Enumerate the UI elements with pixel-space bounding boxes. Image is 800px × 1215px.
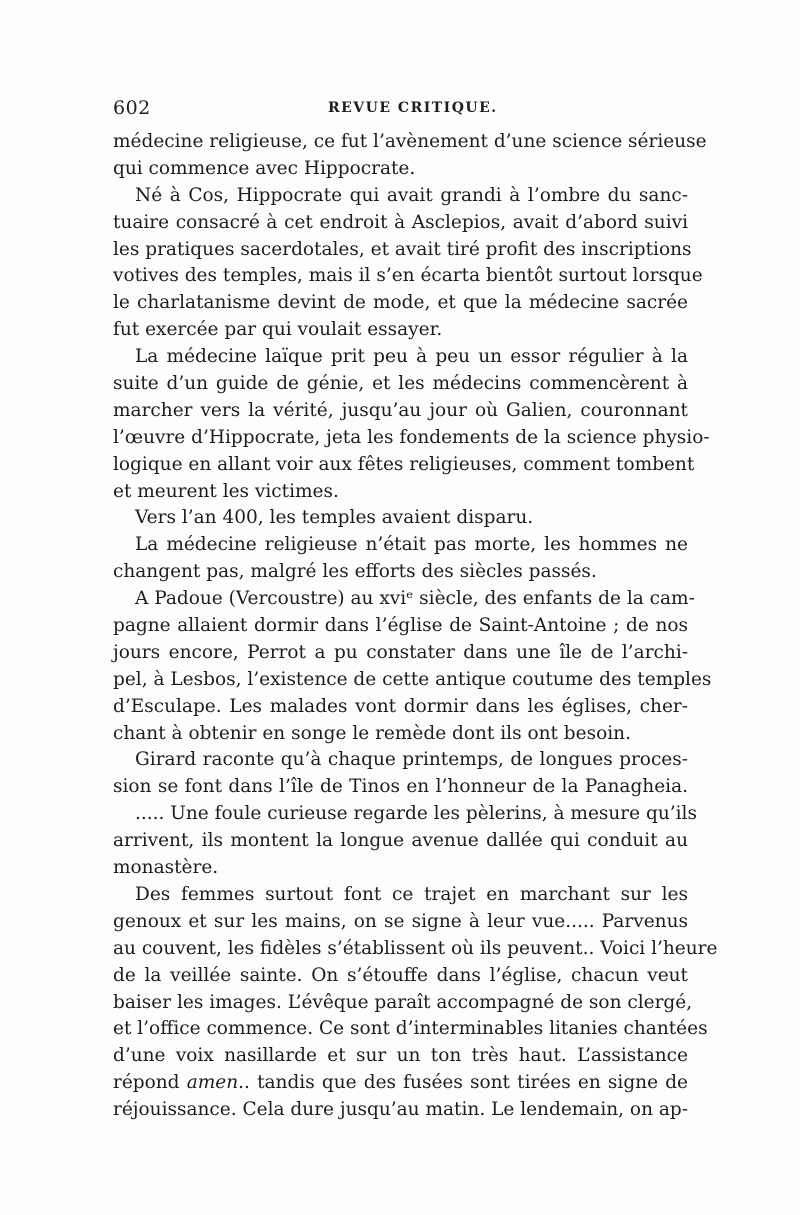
text-line: pel, à Lesbos, l’existence de cette antique coutume des temples [113,668,712,690]
running-title: REVUE CRITIQUE. [328,100,498,116]
page-header [113,97,688,123]
text-line: d’Esculape. Les malades vont dormir dans les églises, cher- [113,695,688,717]
text-line: Né à Cos, Hippocrate qui avait grandi à l’ombre du sanc- [135,184,688,206]
text-line: au couvent, les fidèles s’établissent où ils peuvent.. Voici l’heure [113,937,718,959]
text-line: A Padoue (Vercoustre) au xviᵉ siècle, des enfants de la cam- [135,588,695,610]
italic-word: amen [186,1072,239,1094]
text-line: et l’office commence. Ce sont d’interminables litanies chantées [113,1018,708,1040]
text-line: fut exercée par qui voulait essayer. [113,319,443,341]
text-line: qui commence avec Hippocrate. [113,157,416,179]
text-line: La médecine laïque prit peu à peu un essor régulier à la [135,346,688,368]
text-line: l’œuvre d’Hippocrate, jeta les fondements de la science physio- [113,426,710,448]
text-line: et meurent les victimes. [113,480,339,502]
text-line: logique en allant voir aux fêtes religieuses, comment tombent [113,453,695,475]
text-line: changent pas, malgré les efforts des siècles passés. [113,561,597,583]
body-text [113,129,718,1124]
text-line: Girard raconte qu’à chaque printemps, de longues proces- [135,749,688,771]
text-line: votives des temples, mais il s’en écarta bientôt surtout lorsque [113,265,703,287]
text-line: jours encore, Perrot a pu constater dans une île de l’archi- [113,641,688,663]
text-line: Des femmes surtout font ce trajet en marchant sur les [135,883,688,905]
text-line: tuaire consacré à cet endroit à Asclepios, avait d’abord suivi [113,211,688,233]
text-line: ..... Une foule curieuse regarde les pèlerins, à mesure qu’ils [135,803,697,825]
page-number: 602 [113,97,151,119]
text-line: médecine religieuse, ce fut l’avènement d’une science sérieuse [113,131,707,152]
text-line: genoux et sur les mains, on se signe à leur vue..... Parvenus [113,910,688,932]
text-line: marcher vers la vérité, jusqu’au jour où Galien, couronnant [113,399,688,421]
text-line: baiser les images. L’évêque paraît accompagné de son clergé, [113,991,693,1013]
text-line: arrivent, ils montent la longue avenue dallée qui conduit au [113,830,688,852]
text-line: monastère. [113,857,219,879]
text-line: suite d’un guide de génie, et les médecins commencèrent à [113,373,688,395]
text-line: d’une voix nasillarde et sur un ton très haut. L’assistance [113,1045,688,1067]
text-line: sion se font dans l’île de Tinos en l’honneur de la Panagheia. [113,776,688,798]
text-line: pagne allaient dormir dans l’église de Saint-Antoine ; de nos [113,615,688,637]
text-line: réjouissance. Cela dure jusqu’au matin. Le lendemain, on ap- [113,1099,688,1121]
text-line: le charlatanisme devint de mode, et que la médecine sacrée [113,292,688,314]
text-line: La médecine religieuse n’était pas morte, les hommes ne [135,534,688,556]
text-line: les pratiques sacerdotales, et avait tiré profit des inscriptions [113,238,692,260]
text-line: répond amen.. tandis que des fusées sont tirées en signe de [113,1072,688,1094]
text-line: chant à obtenir en songe le remède dont ils ont besoin. [113,722,631,744]
text-line: Vers l’an 400, les temples avaient disparu. [135,507,534,529]
text-line: de la veillée sainte. On s’étouffe dans l’église, chacun veut [113,964,688,986]
